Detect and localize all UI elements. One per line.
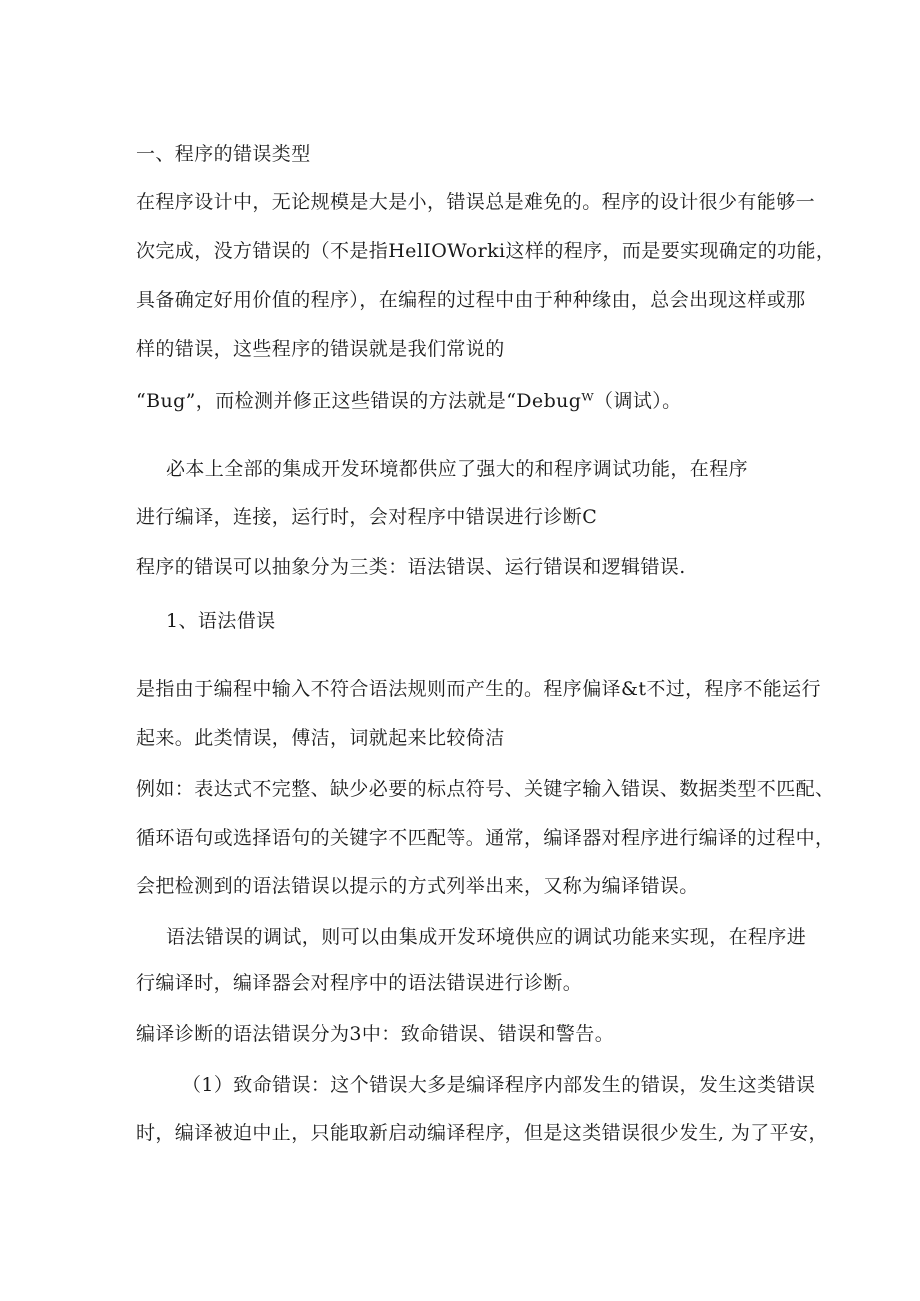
paragraph-line: 会把检测到的语法错误以提示的方式列举出来，又称为编译错误。 (136, 875, 699, 897)
paragraph-line: 行编译时，编译器会对程序中的语法错误进行诊断。 (136, 972, 583, 994)
paragraph-line: 是指由于编程中输入不符合语法规则而产生的。程序偏译&t不过，程序不能运行 (136, 678, 821, 700)
paragraph-line: 具备确定好用价值的程序），在编程的过程中由于种种缘由，总会出现这样或那 (136, 289, 806, 311)
paragraph-line: 时，编译被迫中止，只能取新启动编译程序，但是这类错误很少发生, 为了平安， (136, 1122, 828, 1144)
paragraph-line: 编译诊断的语法错误分为3中：致命错误、错误和警告。 (136, 1023, 615, 1045)
paragraph-line: 语法错误的调试，则可以由集成开发环境供应的调试功能来实现，在程序进 (166, 926, 807, 948)
paragraph-line: 在程序设计中，无论规模是大是小，错误总是难免的。程序的设计很少有能够一 (136, 191, 816, 213)
paragraph-line: 次完成，没方错误的（不是指HelIOWorki这样的程序，而是要实现确定的功能， (136, 240, 836, 262)
paragraph-line: 样的错误，这些程序的错误就是我们常说的 (136, 338, 505, 360)
paragraph-line: 例如：表达式不完整、缺少必要的标点符号、关键字输入错误、数据类型不匹配、 (136, 778, 835, 800)
section-heading: 一、程序的错误类型 (136, 143, 311, 165)
paragraph-line: （1）致命错误：这个错误大多是编译程序内部发生的错误，发生这类错误 (182, 1074, 816, 1096)
paragraph-line: 起来。此类情误，傅洁，词就起来比较倚洁 (136, 727, 505, 749)
paragraph-line: 循环语句或选择语句的关键字不匹配等。通常，编译器对程序进行编译的过程中， (136, 827, 835, 849)
paragraph-line: “Bug”，而检测并修正这些错误的方法就是“Debugᵂ（调试）。 (136, 390, 682, 412)
paragraph-line: 进行编译，连接，运行时，会对程序中错误进行诊断C (136, 506, 598, 528)
paragraph-line: 程序的错误可以抽象分为三类：语法错误、运行错误和逻辑错误. (136, 556, 686, 578)
subsection-heading: 1、语法借误 (166, 610, 276, 632)
paragraph-line: 必本上全部的集成开发环境都供应了强大的和程序调试功能，在程序 (166, 458, 749, 480)
